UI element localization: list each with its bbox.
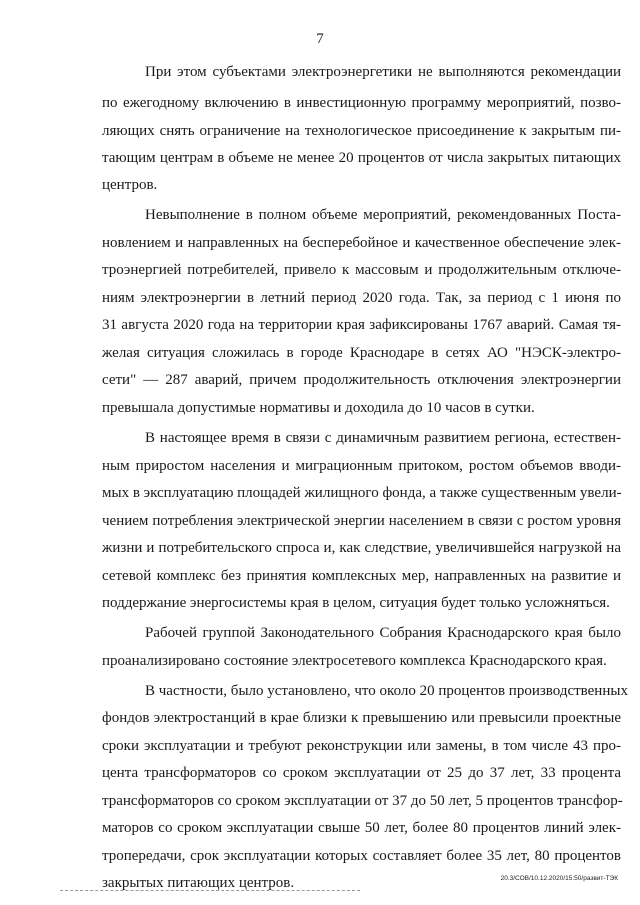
paragraph-3-line-7: поддержание энергосистемы края в целом, ситуация будет только усложняться. [102,595,610,611]
paragraph-4-line-2: проанализировано состояние электросетевого комплекса Краснодарского края. [102,653,607,669]
paragraph-5-line-4: цента трансформаторов со сроком эксплуатации от 25 до 37 лет, 33 процента [102,765,621,781]
paragraph-5-line-6: маторов со сроком эксплуатации свыше 50 лет, более 80 процентов линий элек- [102,820,621,836]
paragraph-3-line-6: сетевой комплекс без принятия комплексных мер, направленных на развитие и [102,568,621,584]
paragraph-4-line-1: Рабочей группой Законодательного Собрания Краснодарского края было [145,625,621,641]
paragraph-2-line-2: новлением и направленных на бесперебойное и качественное обеспечение элек- [102,235,621,251]
paragraph-2-line-7: сети" — 287 аварий, причем продолжительность отключения электроэнергии [102,372,621,388]
paragraph-5-line-7: тропередачи, срок эксплуатации которых составляет более 35 лет, 80 процентов [102,848,621,864]
paragraph-1-line-3: ляющих снять ограничение на технологическое присоединение к закрытым пи- [102,123,621,139]
paragraph-3-line-4: чением потребления электрической энергии населением в связи с ростом уровня [102,513,621,529]
paragraph-3-line-2: ным приростом населения и миграционным притоком, ростом объемов вводи- [102,458,621,474]
paragraph-5-line-5: трансформаторов со сроком эксплуатации от 37 до 50 лет, 5 процентов трансфор- [102,793,623,809]
paragraph-2-line-3: троэнергией потребителей, привело к массовым и продолжительным отключе- [102,262,621,278]
paragraph-1-line-5: центров. [102,177,158,193]
paragraph-3-line-1: В настоящее время в связи с динамичным развитием региона, естествен- [145,430,621,446]
page-number: 7 [316,31,324,47]
paragraph-3-line-3: мых в эксплуатацию площадей жилищного фонда, а также существенным увели- [102,485,622,501]
scan-edge-mark [60,890,360,891]
paragraph-3-line-5: жизни и потребительского спроса и, как следствие, увеличившейся нагрузкой на [102,540,621,556]
paragraph-2-line-5: 31 августа 2020 года на территории края зафиксированы 1767 аварий. Самая тя- [102,317,621,333]
paragraph-5-line-2: фондов электростанций в крае близки к превышению или превысили проектные [102,710,621,726]
paragraph-1-line-1: При этом субъектами электроэнергетики не выполняются рекомендации [145,64,621,80]
paragraph-1-line-4: тающим центрам в объеме не менее 20 процентов от числа закрытых питающих [102,150,621,166]
paragraph-2-line-1: Невыполнение в полном объеме мероприятий, рекомендованных Поста- [145,207,621,223]
paragraph-1-line-2: по ежегодному включению в инвестиционную программу мероприятий, позво- [102,95,621,111]
document-registration-code: 20.3/СОВ/10.12.2020/15:50/развит-ТЭК [500,875,618,882]
paragraph-5-line-3: сроки эксплуатации и требуют реконструкции или замены, в том числе 43 про- [102,738,621,754]
paragraph-5-line-8: закрытых питающих центров. [102,875,295,891]
paragraph-2-line-6: желая ситуация сложилась в городе Краснодаре в сетях АО "НЭСК-электро- [102,345,621,361]
paragraph-2-line-4: ниям электроэнергии в летний период 2020 года. Так, за период с 1 июня по [102,290,621,306]
paragraph-5-line-1: В частности, было установлено, что около 20 процентов производственных [145,683,628,699]
paragraph-2-line-8: превышала допустимые нормативы и доходила до 10 часов в сутки. [102,400,535,416]
